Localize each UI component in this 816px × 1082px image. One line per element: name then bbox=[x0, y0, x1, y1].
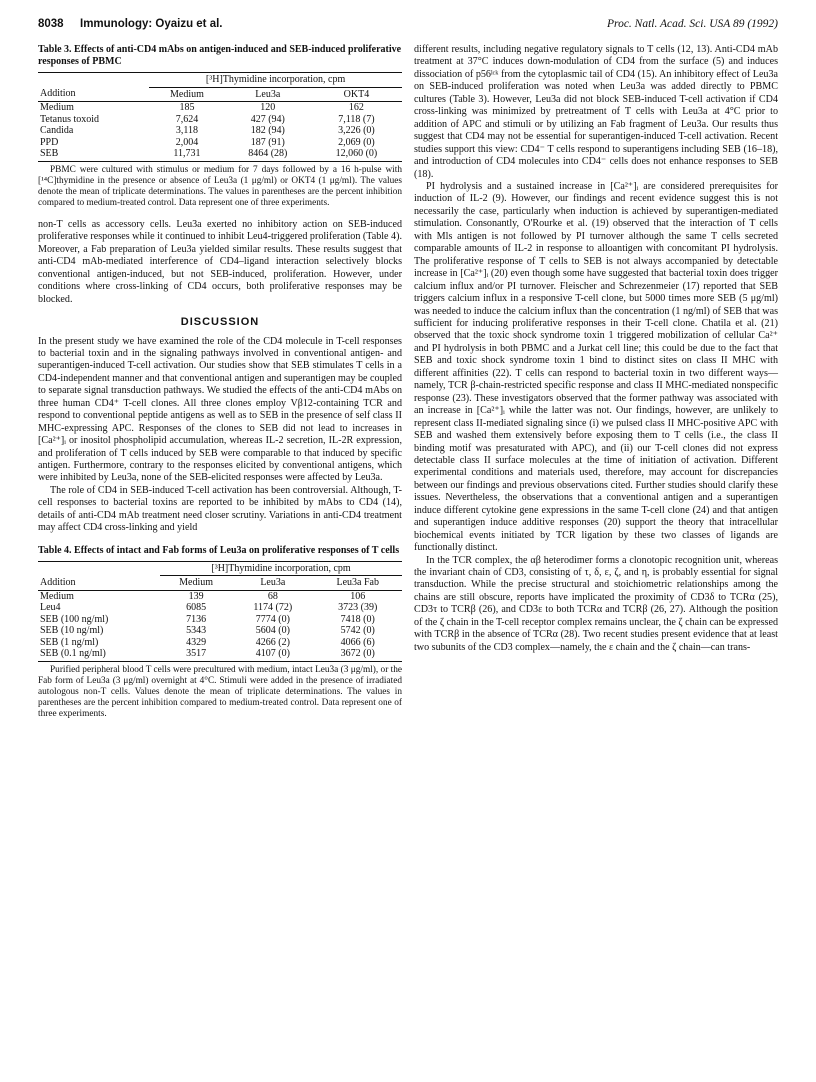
table-cell: 187 (91) bbox=[250, 136, 285, 148]
table-3-span-header: [³H]Thymidine incorporation, cpm bbox=[149, 73, 402, 88]
table-cell: Candida bbox=[40, 125, 74, 136]
table-row bbox=[38, 648, 402, 661]
table-cell: SEB (10 ng/ml) bbox=[40, 625, 104, 637]
page-header bbox=[38, 18, 778, 34]
table-3-footnote: PBMC were cultured with stimulus or medium for 7 days followed by a 16 h-pulse with [¹⁴C]thymidine in the presence or absence of Leu3a (1 μg/ml) or OKT4 (1 μg/ml). The values denote the mean of triplicate determinations. The values in parentheses are the percent inhibition compared to medium-treated control. Data represent one of three experiments. bbox=[38, 164, 402, 208]
table-cell: PPD bbox=[40, 136, 59, 148]
table-row bbox=[38, 102, 402, 114]
table-4-span-header: [³H]Thymidine incorporation, cpm bbox=[160, 561, 402, 576]
table-cell: 106 bbox=[350, 590, 366, 602]
table-cell: 3723 (39) bbox=[338, 602, 378, 614]
table-cell: 120 bbox=[260, 102, 276, 113]
table-3-grid bbox=[38, 72, 402, 162]
table-row bbox=[38, 637, 402, 649]
table-4-header-blank bbox=[38, 561, 160, 576]
table-3-col-okt4: OKT4 bbox=[311, 87, 402, 102]
table-cell: SEB bbox=[38, 148, 149, 161]
table-cell: Medium bbox=[40, 102, 74, 113]
table-cell: 7774 (0) bbox=[255, 613, 290, 625]
table-cell: Tetanus toxoid bbox=[40, 113, 100, 125]
right-paragraph-3: In the TCR complex, the αβ heterodimer forms a clonotopic recognition unit, whereas the invariant chain of CD3, consisting of τ, δ, ε, ζ, and η, is probably essential for signal transduction. While the precise structural and stoichiometric relationships among the chains are still obscure, reports have implicated the proximity of CD3δ to TCRα (25), CD3τ to TCRβ (26), and CD3ε to both TCRα and TCRβ (26, 27). Although the position of the ζ chain in the T-cell receptor complex remains unclear, the ζ chain can be expressed with TCRβ in the absence of TCRα (28). Two recent studies present evidence that at least two subunits of the CD3 complex—namely, the ε chain and the ζ chain—can trans- bbox=[414, 554, 778, 653]
table-row bbox=[38, 614, 402, 626]
table-cell: 4107 (0) bbox=[232, 648, 313, 661]
table-cell: 139 bbox=[188, 590, 204, 602]
table-row bbox=[38, 114, 402, 126]
table-4-col-addition: Addition bbox=[38, 576, 160, 591]
table-cell: 2,069 (0) bbox=[338, 136, 375, 148]
table-cell: 427 (94) bbox=[250, 113, 285, 125]
right-paragraph-1: different results, including negative regulatory signals to T cells (12, 13). Anti-CD4 mAb treatment at 37°C induces down-modulation of CD4 from the surface (5) and induces dissociation of p56ˡᶜᵏ from the cytoplasmic tail of CD4 (15). An inhibitory effect of Leu3a on SEB-induced proliferation was noted when Leu3a was added directly to PBMC cultures (Table 3). However, Leu3a did not block SEB-induced T-cell activation if CD4 cross-linking was minimized by pretreatment of T cells with Leu3a at 4°C prior to addition of APC and stimuli or by utilizing an Fab fragment of Leu3a. Our results thus suggest that CD4 may not be essential for superantigen-induced T-cell activation. Recent studies support this view: CD4⁻ T cells respond to superantigens including SEB (16–18), and introduction of CD4 molecules into CD4⁻ cells does not enhance responses to SEB (18). bbox=[414, 44, 778, 180]
discussion-paragraph-2: The role of CD4 in SEB-induced T-cell activation has been controversial. Although, T-cell responses to bacterial toxins are reported to be inhibited by mAbs to CD4 (14), details of anti-CD4 mAb treatment need closer scrutiny. Variations in anti-CD4 treatment may affect CD4 cross-linking and yield bbox=[38, 484, 402, 534]
table-cell: 6085 bbox=[186, 602, 207, 614]
table-cell: 4266 (2) bbox=[255, 636, 290, 648]
table-cell: 7418 (0) bbox=[340, 613, 375, 625]
table-4-grid bbox=[38, 561, 402, 662]
table-cell: 185 bbox=[179, 102, 195, 113]
table-row bbox=[38, 602, 402, 614]
table-cell: 4329 bbox=[186, 636, 207, 648]
table-row bbox=[38, 625, 402, 637]
table-cell: 7,624 bbox=[175, 113, 199, 125]
table-3-col-medium: Medium bbox=[149, 87, 225, 102]
table-4-caption: Table 4. Effects of intact and Fab forms of Leu3a on proliferative responses of T cells bbox=[38, 544, 400, 556]
table-cell: 3,118 bbox=[175, 125, 198, 136]
table-cell: 3672 (0) bbox=[314, 648, 402, 661]
table-4-footnote: Purified peripheral blood T cells were precultured with medium, intact Leu3a (3 μg/ml), or the Fab form of Leu3a (3 μg/ml) overnight at 4°C. Stimuli were added in the presence of irradiated autologous non-T cells. Values denote the mean of triplicate determinations. The values in parentheses are the percent inhibition compared to medium-treated control. Data represent one of three experiments. bbox=[38, 664, 402, 720]
table-4 bbox=[38, 545, 402, 720]
left-column bbox=[38, 44, 402, 720]
table-cell: 4066 (6) bbox=[340, 636, 375, 648]
table-cell: 3,226 (0) bbox=[338, 125, 375, 136]
table-cell: 12,060 (0) bbox=[311, 148, 402, 161]
table-cell: 5604 (0) bbox=[255, 625, 290, 637]
table-cell: 162 bbox=[348, 102, 364, 113]
table-cell: Leu4 bbox=[40, 602, 61, 614]
table-row bbox=[38, 148, 402, 161]
table-cell: Medium bbox=[40, 590, 74, 602]
right-column bbox=[414, 44, 778, 654]
table-cell: 68 bbox=[267, 590, 278, 602]
journal-citation: Proc. Natl. Acad. Sci. USA 89 (1992) bbox=[607, 18, 778, 30]
discussion-paragraph-1: In the present study we have examined the role of the CD4 molecule in T-cell responses to bacterial toxin and in the signaling pathways involved in conventional antigen- and superantigen-induced T-cell activation. Our studies show that SEB stimulates T cells in a CD4-independent manner and that conventional antigen and superantigen may be coupled to separate signal transduction pathways. We studied the effects of the anti-CD4 mAbs on three human CD4⁺ T-cell clones. All three clones employ Vβ12-containing TCR and respond to conventional peptide antigens as well as to SEB in the presence of self class II MHC-expressing APC. Responses of the clones to SEB did not lead to increases in [Ca²⁺]ᵢ or inositol phospholipid accumulation, whereas IL-2 secretion, IL-2R expression, and proliferation of T cells induced by SEB were comparable to that induced by specific antigen. Furthermore, contrary to the responses elicited by conventional antigens, which were inhibited by Leu3a, none of the SEB-elicited responses were affected by Leu3a. bbox=[38, 335, 402, 484]
table-cell: 3517 bbox=[160, 648, 232, 661]
table-cell: 11,731 bbox=[149, 148, 225, 161]
table-3-col-addition: Addition bbox=[38, 87, 149, 102]
table-row bbox=[38, 590, 402, 602]
table-row bbox=[38, 137, 402, 149]
table-cell: 1174 (72) bbox=[253, 602, 293, 614]
table-3 bbox=[38, 44, 402, 209]
table-cell: 7,118 (7) bbox=[338, 113, 375, 125]
table-4-col-leu3a: Leu3a bbox=[232, 576, 313, 591]
table-cell: 182 (94) bbox=[250, 125, 285, 136]
right-paragraph-2: PI hydrolysis and a sustained increase in [Ca²⁺]ᵢ are considered prerequisites for induction of IL-2 (9). However, our findings and recent evidence suggest this is not necessarily the case, particularly when induction is achieved by superantigen-mediated stimulation. Consonantly, O'Rourke et al. (19) observed that the interaction of T cells with Mls antigen is not followed by PI turnover although the same T cells secreted comparable amounts of IL-2 in response to alloantigen with concomitant PI hydrolysis. The proliferative response of T cells to SEB is not always accompanied by detectable increase in [Ca²⁺]ᵢ (20) even though some have suggested that bacterial toxin does trigger calcium influx and/or PI turnover. Fleischer and Schrezenmeier (17) reported that SEB triggers calcium influx in a responsive T-cell clone, but 5000 times more SEB (5 μg/ml) was needed to induce the calcium influx than the concentration (1 ng/ml) of SEB that was sufficient for inducing proliferative responses in their T-cell clone. Chatila et al. (21) observed that the toxic shock syndrome toxin 1 triggered mobilization of cellular Ca²⁺ and PI hydrolysis in both PBMC and a Jurkat cell line; this could be due to the fact that SEB and toxic shock syndrome toxin 1 bind to distinct sites on class II MHC with different affinities (22). T cells can respond to bacterial toxin in two different ways—namely, TCR β-chain-restricted specific response and class II MHC-mediated nonspecific response (23). These investigators observed that the former pathway was associated with an increase in [Ca²⁺]ᵢ while the latter was not. Our findings, however, are unlikely to represent class II-mediated signaling since (i) we pulsed class II MHC-positive APC with SEB and washed them extensively before exposing them to T cells (i.e., the class II binding motif was presaturated with APC), and (ii) our T-cell clones did not express detectable class II surface molecules at the time of initiation of activation. Different experimental conditions and materials used, therefore, may account for discrepancies between our findings and previous observations cited. Further studies should clarify these issues. Nevertheless, the observations that a conventional antigen and a superantigen induce different cytokine gene expressions in the same T-cell clone (24) and that antigen and superantigen induce additive responses (20) support the theory that intracellular biochemical events initiated by TCR ligation by these two classes of ligands are functionally distinct. bbox=[414, 180, 778, 554]
table-3-col-leu3a: Leu3a bbox=[225, 87, 311, 102]
table-3-header-blank bbox=[38, 73, 149, 88]
left-paragraph-1: non-T cells as accessory cells. Leu3a exerted no inhibitory action on SEB-induced proliferative responses while it continued to inhibit Leu4-triggered proliferation (Table 4). Moreover, a Fab preparation of Leu3a yielded similar results. These results suggest that anti-CD4 mAb-mediated interference of CD4–ligand interaction selectively blocks conventional antigen-induced, but not SEB-induced, proliferation. However, under conditions where cross-linking of CD4 occurs, both proliferative responses may be blocked. bbox=[38, 218, 402, 305]
table-cell: 8464 (28) bbox=[225, 148, 311, 161]
running-title: Immunology: Oyaizu et al. bbox=[80, 18, 223, 30]
table-cell: SEB (100 ng/ml) bbox=[40, 613, 109, 625]
table-cell: SEB (0.1 ng/ml) bbox=[38, 648, 160, 661]
table-cell: 5742 (0) bbox=[340, 625, 375, 637]
table-4-col-medium: Medium bbox=[160, 576, 232, 591]
page-number: 8038 bbox=[38, 18, 64, 30]
table-cell: 7136 bbox=[186, 613, 207, 625]
table-row bbox=[38, 125, 402, 137]
table-cell: 2,004 bbox=[175, 136, 199, 148]
table-4-col-leu3a-fab: Leu3a Fab bbox=[314, 576, 402, 591]
table-cell: 5343 bbox=[186, 625, 207, 637]
discussion-heading: DISCUSSION bbox=[180, 316, 260, 329]
table-3-caption: Table 3. Effects of anti-CD4 mAbs on antigen-induced and SEB-induced proliferative responses of PBMC bbox=[38, 44, 402, 67]
table-cell: SEB (1 ng/ml) bbox=[40, 636, 99, 648]
